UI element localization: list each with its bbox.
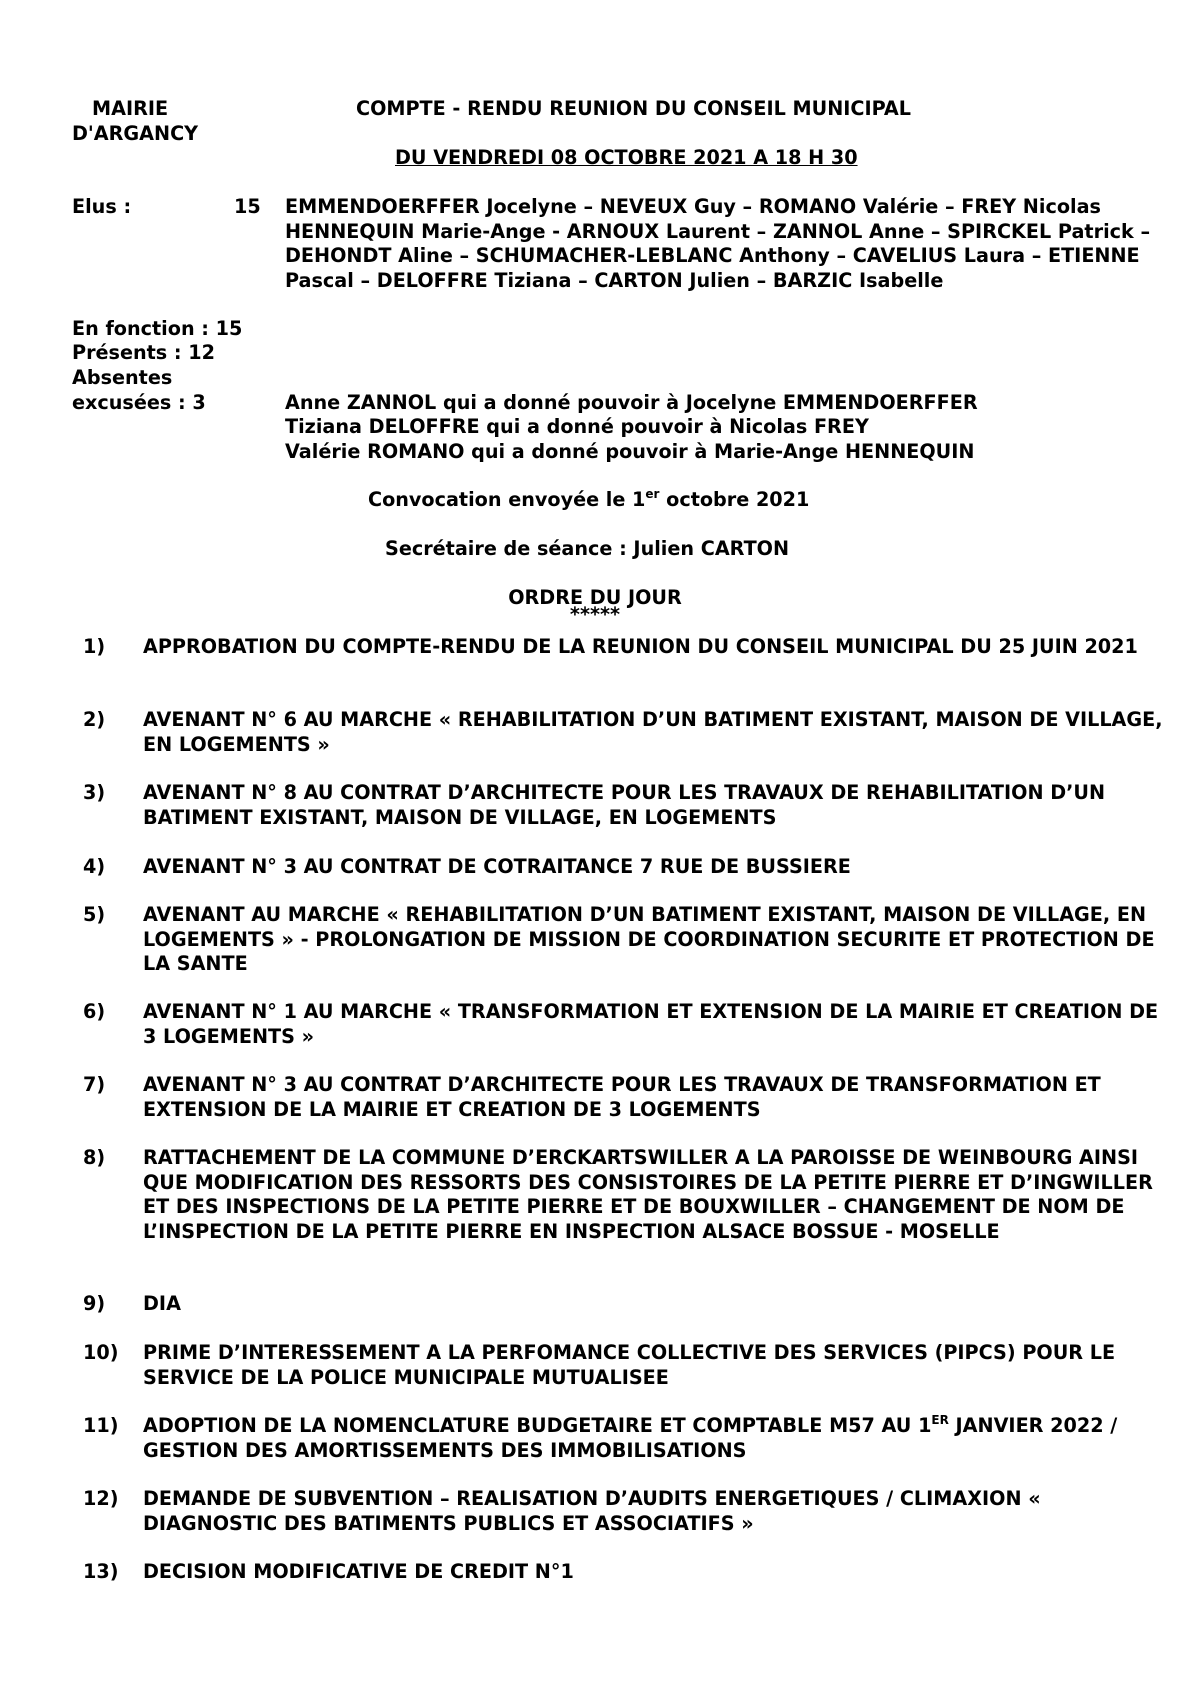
pouvoir-3: Valérie ROMANO qui a donné pouvoir à Marie-Ange HENNEQUIN — [285, 440, 975, 463]
separator-stars: ***** — [569, 603, 621, 626]
agenda-item: RATTACHEMENT DE LA COMMUNE D’ERCKARTSWILLER A LA PAROISSE DE WEINBOURG AINSI QUE MODIFICATION DES RESSORTS DES CONSISTOIRES DE LA PETITE PIERRE ET D’INGWILLER ET DES INSPECTIONS DE LA PETITE PIERRE ET DE BOUXWILLER – CHANGEMENT DE NOM DE L’INSPECTION DE LA PETITE PIERRE EN INSPECTION ALSACE BOSSUE - MOSELLE — [143, 1146, 1153, 1243]
elus-names: EMMENDOERFFER Jocelyne – NEVEUX Guy – ROMANO Valérie – FREY Nicolas HENNEQUIN Marie-Ange - ARNOUX Laurent – ZANNOL Anne – SPIRCKEL Patrick – DEHONDT Aline – SCHUMACHER-LEBLANC Anthony – CAVELIUS Laura – ETIENNE Pascal – DELOFFRE Tiziana – CARTON Julien – BARZIC Isabelle — [285, 195, 1151, 292]
absentes-label: Absentes — [72, 366, 173, 389]
pouvoir-1: Anne ZANNOL qui a donné pouvoir à Jocelyne EMMENDOERFFER — [285, 391, 978, 414]
agenda-item: AVENANT N° 3 AU CONTRAT DE COTRAITANCE 7 RUE DE BUSSIERE — [143, 855, 851, 878]
agenda-item: ADOPTION DE LA NOMENCLATURE BUDGETAIRE ET COMPTABLE M57 AU 1ER JANVIER 2022 / GESTION DES AMORTISSEMENTS DES IMMOBILISATIONS — [143, 1413, 1118, 1462]
agenda-number: 13) — [83, 1560, 119, 1583]
agenda-item: AVENANT N° 1 AU MARCHE « TRANSFORMATION ET EXTENSION DE LA MAIRIE ET CREATION DE 3 LOGEMENTS » — [143, 1000, 1159, 1048]
agenda-number: 3) — [83, 781, 106, 804]
agenda-number: 4) — [83, 855, 106, 878]
secretaire-line: Secrétaire de séance : Julien CARTON — [385, 537, 790, 560]
agenda-item: DIA — [143, 1292, 181, 1315]
agenda-number: 10) — [83, 1341, 119, 1364]
agenda-item: AVENANT N° 6 AU MARCHE « REHABILITATION D’UN BATIMENT EXISTANT, MAISON DE VILLAGE, EN LOGEMENTS » — [143, 708, 1163, 756]
pouvoir-2: Tiziana DELOFFRE qui a donné pouvoir à Nicolas FREY — [285, 415, 869, 438]
agenda-number: 6) — [83, 1000, 106, 1023]
agenda-item: AVENANT N° 8 AU CONTRAT D’ARCHITECTE POUR LES TRAVAUX DE REHABILITATION D’UN BATIMENT EXISTANT, MAISON DE VILLAGE, EN LOGEMENTS — [143, 781, 1106, 829]
mairie-line-1: MAIRIE — [92, 97, 169, 120]
agenda-item: DEMANDE DE SUBVENTION – REALISATION D’AUDITS ENERGETIQUES / CLIMAXION « DIAGNOSTIC DES BATIMENTS PUBLICS ET ASSOCIATIFS » — [143, 1487, 1041, 1535]
agenda-number: 9) — [83, 1292, 106, 1315]
ordre-du-jour-heading: ORDRE DU JOUR — [508, 586, 682, 609]
agenda-number: 7) — [83, 1073, 106, 1096]
agenda-number: 2) — [83, 708, 106, 731]
agenda-number: 1) — [83, 635, 106, 658]
agenda-item: AVENANT N° 3 AU CONTRAT D’ARCHITECTE POUR LES TRAVAUX DE TRANSFORMATION ET EXTENSION DE LA MAIRIE ET CREATION DE 3 LOGEMENTS — [143, 1073, 1101, 1121]
convocation-line: Convocation envoyée le 1er octobre 2021 — [368, 487, 810, 511]
elus-label: Elus : — [72, 195, 132, 218]
agenda-number: 8) — [83, 1146, 106, 1169]
agenda-item: AVENANT AU MARCHE « REHABILITATION D’UN BATIMENT EXISTANT, MAISON DE VILLAGE, EN LOGEMENTS » - PROLONGATION DE MISSION DE COORDINATION SECURITE ET PROTECTION DE LA SANTE — [143, 903, 1155, 975]
en-fonction-label: En fonction : 15 — [72, 317, 243, 340]
mairie-line-2: D'ARGANCY — [72, 122, 199, 145]
agenda-item: PRIME D’INTERESSEMENT A LA PERFOMANCE COLLECTIVE DES SERVICES (PIPCS) POUR LE SERVICE DE LA POLICE MUNICIPALE MUTUALISEE — [143, 1341, 1116, 1389]
document-date: DU VENDREDI 08 OCTOBRE 2021 A 18 H 30 — [395, 146, 858, 169]
presents-label: Présents : 12 — [72, 341, 215, 364]
agenda-item: APPROBATION DU COMPTE-RENDU DE LA REUNION DU CONSEIL MUNICIPAL DU 25 JUIN 2021 — [143, 635, 1138, 658]
agenda-number: 5) — [83, 903, 106, 926]
agenda-item: DECISION MODIFICATIVE DE CREDIT N°1 — [143, 1560, 574, 1583]
agenda-number: 11) — [83, 1414, 119, 1437]
elus-count: 15 — [234, 195, 261, 218]
agenda-number: 12) — [83, 1487, 119, 1510]
document-title: COMPTE - RENDU REUNION DU CONSEIL MUNICIPAL — [356, 97, 911, 120]
excusees-label: excusées : 3 — [72, 391, 206, 414]
